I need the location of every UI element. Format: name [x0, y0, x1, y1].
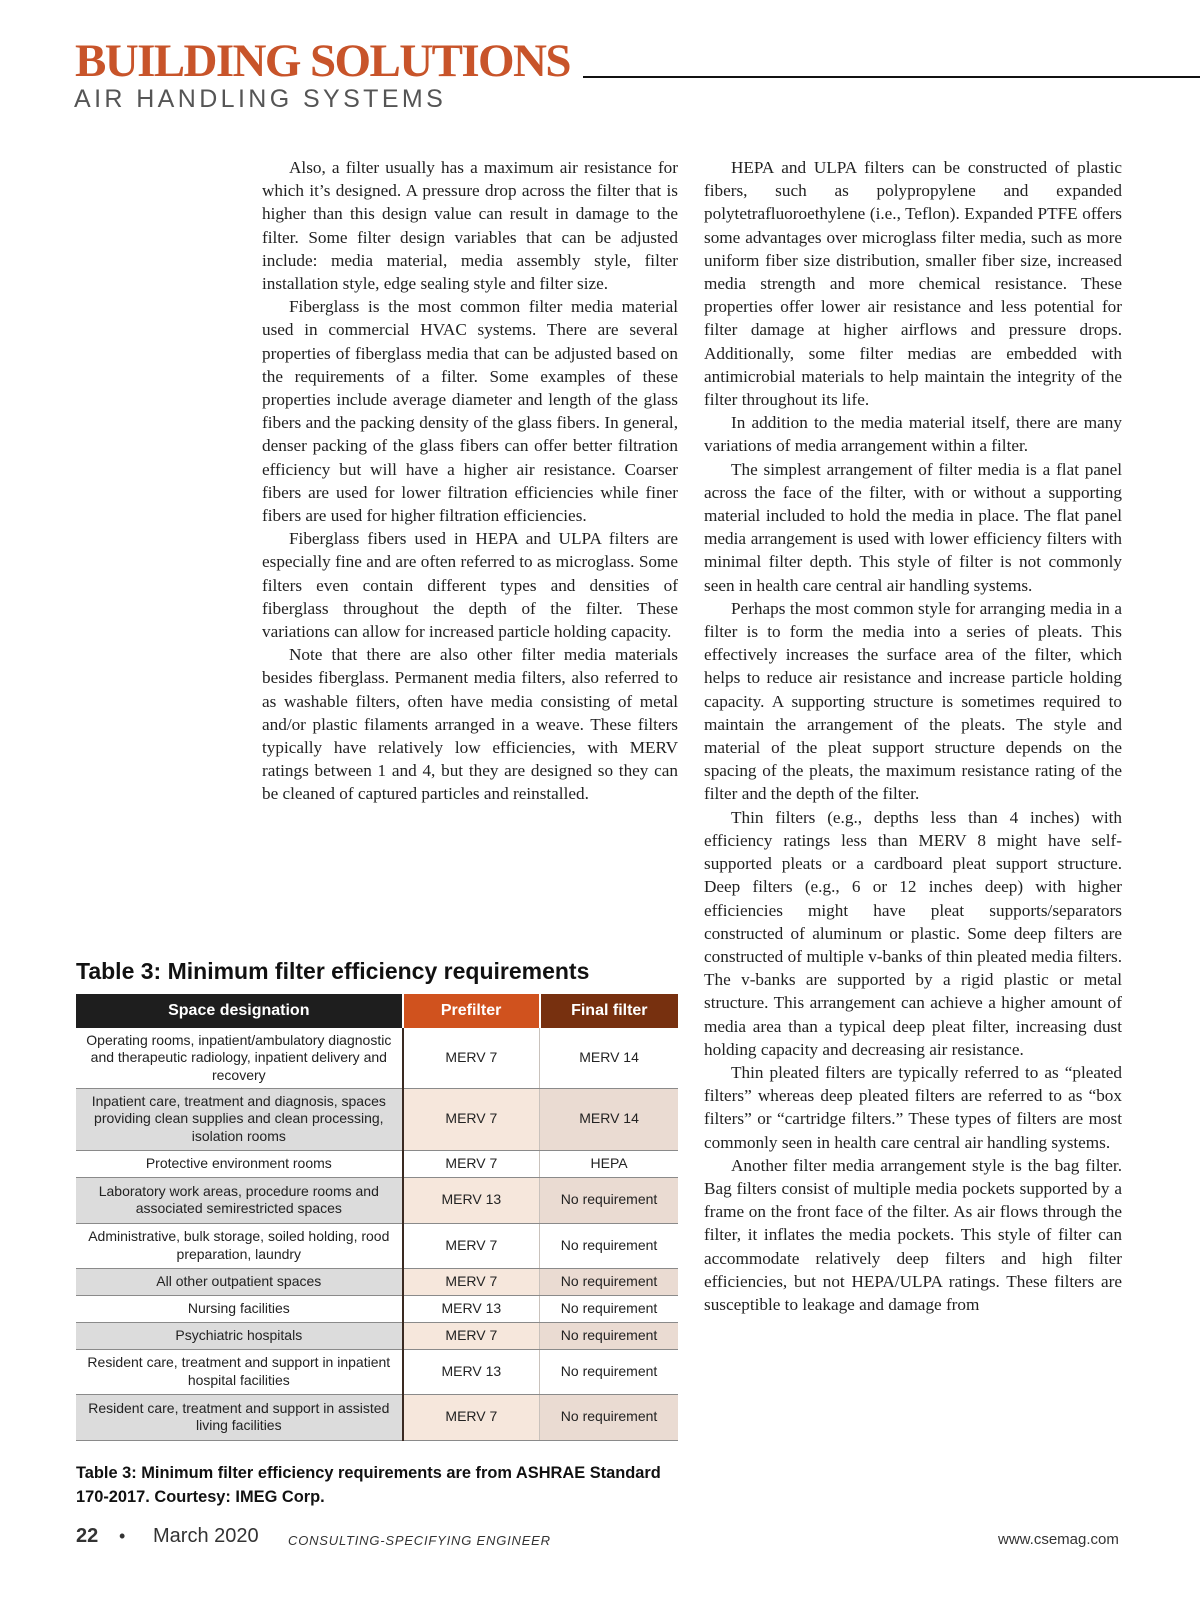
final-filter-cell: No requirement	[540, 1223, 678, 1268]
space-cell: Protective environment rooms	[76, 1150, 403, 1177]
table-row	[76, 1268, 678, 1295]
table-row	[76, 1088, 678, 1150]
magazine-name: CONSULTING-SPECIFYING ENGINEER	[288, 1533, 551, 1548]
paragraph: Note that there are also other filter media materials besides fiberglass. Permanent media filters, also referred to as washable filters, often have media consisting of metal and/or plastic filaments arranged in a weave. These filters typically have relatively low efficiencies, with MERV ratings between 1 and 4, but they are designed so they can be cleaned of captured particles and reinstalled.	[262, 645, 678, 804]
prefilter-cell: MERV 13	[403, 1295, 540, 1322]
final-filter-cell: No requirement	[540, 1295, 678, 1322]
space-cell: All other outpatient spaces	[76, 1268, 403, 1295]
paragraph: Thin pleated filters are typically referred to as “pleated filters” whereas deep pleated filters are referred to as “box filters” or “cartridge filters.” These types of filters are most commonly seen in health care central air handling systems.	[704, 1062, 1122, 1152]
paragraph: Fiberglass is the most common filter media material used in commercial HVAC systems. There are several properties of fiberglass media that can be adjusted based on the requirements of a filter. Some examples of these properties include average diameter and length of the glass fibers and the packing density of the glass fibers. In general, denser packing of the glass fibers can offer better filtration efficiency but will have a higher air resistance. Coarser fibers are used for lower filtration efficiencies while finer fibers are used for higher filtration efficiencies.	[262, 297, 678, 526]
table-row	[76, 1028, 678, 1088]
table-row	[76, 1295, 678, 1322]
final-filter-cell: No requirement	[540, 1394, 678, 1440]
final-filter-cell: No requirement	[540, 1349, 678, 1394]
page-number: 22	[76, 1525, 99, 1547]
header-final-filter: Final filter	[540, 994, 678, 1028]
space-cell: Nursing facilities	[76, 1295, 403, 1322]
website-url: www.csemag.com	[998, 1531, 1119, 1548]
paragraph: Thin filters (e.g., depths less than 4 inches) with efficiency ratings less than MERV 8 might have self-supported pleats or a cardboard pleat support structure. Deep filters (e.g., 6 or 12 inches deep) with higher efficiencies might have pleat supports/separators constructed of aluminum or plastic. Some deep filters are constructed of multiple v-banks of thin pleated media filters. The v-banks are supported by a rigid plastic or metal structure. This arrangement can achieve a higher amount of media area than a typical deep pleat filter, increasing dust holding capacity and decreasing air resistance.	[704, 807, 1122, 1059]
paragraph: HEPA and ULPA filters can be constructed of plastic fibers, such as polypropylene and expanded polytetrafluoroethylene (i.e., Teflon). Expanded PTFE offers some advantages over microglass filter media, such as more uniform fiber size distribution, smaller fiber size, increased media strength and more chemical resistance. These properties offer lower air resistance and less potential for filter damage at higher airflows and pressure drops. Additionally, some filter medias are embedded with antimicrobial materials to help maintain the integrity of the filter throughout its life.	[704, 158, 1122, 410]
table-row	[76, 1394, 678, 1440]
table-caption: Table 3: Minimum filter efficiency requirements are from ASHRAE Standard 170-2017. Courtesy: IMEG Corp.	[76, 1464, 661, 1506]
prefilter-cell: MERV 7	[403, 1268, 540, 1295]
space-cell: Inpatient care, treatment and diagnosis, spaces providing clean supplies and clean processing, isolation rooms	[76, 1088, 403, 1150]
section-subtitle: AIR HANDLING SYSTEMS	[74, 85, 447, 113]
filter-efficiency-table	[76, 994, 678, 1441]
final-filter-cell: No requirement	[540, 1177, 678, 1223]
space-cell: Administrative, bulk storage, soiled holding, rood preparation, laundry	[76, 1223, 403, 1268]
space-cell: Resident care, treatment and support in assisted living facilities	[76, 1394, 403, 1440]
table-row	[76, 1150, 678, 1177]
space-cell: Laboratory work areas, procedure rooms and associated semirestricted spaces	[76, 1177, 403, 1223]
final-filter-cell: MERV 14	[540, 1088, 678, 1150]
prefilter-cell: MERV 7	[403, 1028, 540, 1088]
final-filter-cell: MERV 14	[540, 1028, 678, 1088]
footer-bullet: •	[119, 1526, 126, 1546]
article-column-middle	[262, 156, 678, 806]
prefilter-cell: MERV 7	[403, 1150, 540, 1177]
table-heading: Table 3: Minimum filter efficiency requirements	[76, 958, 590, 984]
paragraph: Another filter media arrangement style is the bag filter. Bag filters consist of multiple media pockets supported by a frame on the front face of the filter. As air flows through the filter, it inflates the media pockets. This style of filter can accommodate relatively deep filters and high filter efficiencies, but not HEPA/ULPA ratings. These filters are susceptible to leakage and damage from	[704, 1155, 1122, 1314]
space-cell: Resident care, treatment and support in inpatient hospital facilities	[76, 1349, 403, 1394]
prefilter-cell: MERV 7	[403, 1223, 540, 1268]
prefilter-cell: MERV 7	[403, 1394, 540, 1440]
header-space-designation: Space designation	[76, 994, 403, 1028]
issue-date: March 2020	[153, 1525, 259, 1547]
table-row	[76, 1322, 678, 1349]
prefilter-cell: MERV 7	[403, 1322, 540, 1349]
paragraph: Perhaps the most common style for arranging media in a filter is to form the media into a series of pleats. This effectively increases the surface area of the filter, which helps to reduce air resistance and increase particle holding capacity. A supporting structure is sometimes required to maintain the arrangement of the pleats. The style and material of the pleat support structure depends on the spacing of the pleats, the maximum resistance rating of the filter and the depth of the filter.	[704, 598, 1122, 804]
table-row	[76, 1177, 678, 1223]
paragraph: Also, a filter usually has a maximum air resistance for which it’s designed. A pressure drop across the filter that is higher than this design value can result in damage to the filter. Some filter design variables that can be adjusted include: media material, media assembly style, filter installation style, edge sealing style and filter size.	[262, 158, 678, 294]
final-filter-cell: HEPA	[540, 1150, 678, 1177]
prefilter-cell: MERV 13	[403, 1177, 540, 1223]
table-header-row	[76, 994, 678, 1028]
article-column-right	[704, 156, 1122, 1316]
prefilter-cell: MERV 7	[403, 1088, 540, 1150]
header-prefilter: Prefilter	[403, 994, 540, 1028]
paragraph: Fiberglass fibers used in HEPA and ULPA filters are especially fine and are often referred to as microglass. Some filters even contain different types and densities of fiberglass throughout the depth of the filter. These variations can allow for increased particle holding capacity.	[262, 529, 678, 642]
final-filter-cell: No requirement	[540, 1322, 678, 1349]
table-row	[76, 1349, 678, 1394]
prefilter-cell: MERV 13	[403, 1349, 540, 1394]
final-filter-cell: No requirement	[540, 1268, 678, 1295]
section-title: BUILDING SOLUTIONS	[75, 35, 570, 87]
space-cell: Operating rooms, inpatient/ambulatory diagnostic and therapeutic radiology, inpatient delivery and recovery	[76, 1028, 403, 1088]
space-cell: Psychiatric hospitals	[76, 1322, 403, 1349]
paragraph: The simplest arrangement of filter media is a flat panel across the face of the filter, with or without a supporting material included to hold the media in place. The flat panel media arrangement is used with lower efficiency filters with minimal filter depth. This style of filter is not commonly seen in health care central air handling systems.	[704, 459, 1122, 595]
paragraph: In addition to the media material itself, there are many variations of media arrangement within a filter.	[704, 413, 1122, 456]
table-row	[76, 1223, 678, 1268]
header-rule	[583, 76, 1200, 78]
